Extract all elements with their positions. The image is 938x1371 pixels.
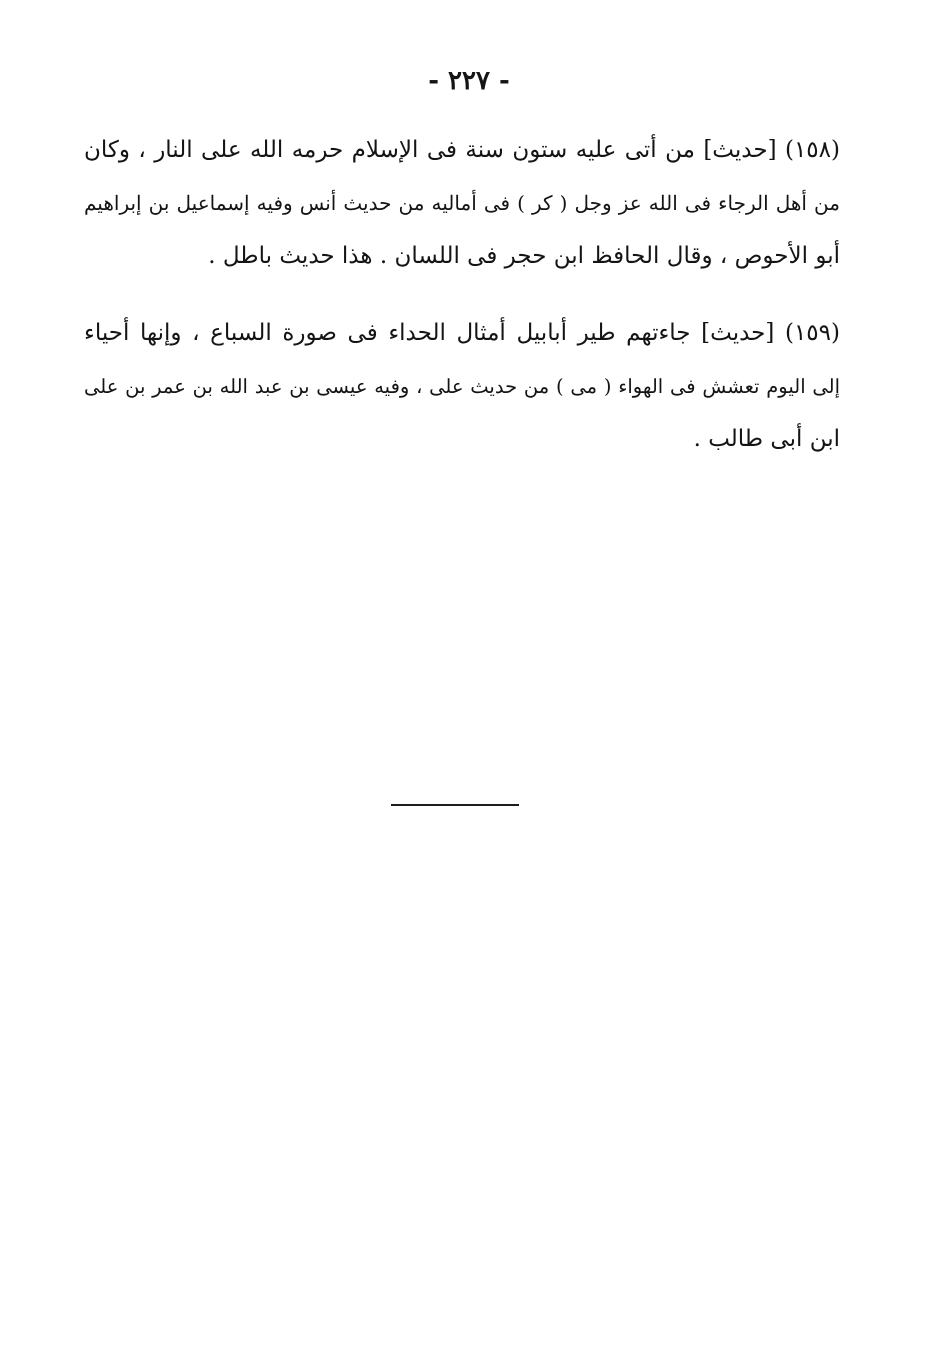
hadith-entry-158 bbox=[84, 124, 840, 283]
text-line: من أهل الرجاء فى الله عز وجل ( كر ) فى أماليه من حديث أنس وفيه إسماعيل بن إبراهيم bbox=[84, 191, 840, 215]
text-line: (١٥٨) [حديث] من أتى عليه ستون سنة فى الإسلام حرمه الله على النار ، وكان bbox=[84, 137, 840, 163]
end-rule-divider bbox=[391, 804, 519, 806]
hadith-text-body bbox=[84, 124, 840, 490]
hadith-entry-159 bbox=[84, 307, 840, 466]
text-line: ابن أبى طالب . bbox=[693, 426, 840, 452]
page-number: - ٢٢٧ - bbox=[428, 66, 510, 96]
text-line: إلى اليوم تعشش فى الهواء ( مى ) من حديث على ، وفيه عيسى بن عبد الله بن عمر بن على bbox=[84, 375, 840, 398]
text-line: (١٥٩) [حديث] جاءتهم طير أبابيل أمثال الحداء فى صورة السباع ، وإنها أحياء bbox=[84, 320, 840, 346]
text-line: أبو الأحوص ، وقال الحافظ ابن حجر فى اللسان . هذا حديث باطل . bbox=[208, 243, 840, 269]
